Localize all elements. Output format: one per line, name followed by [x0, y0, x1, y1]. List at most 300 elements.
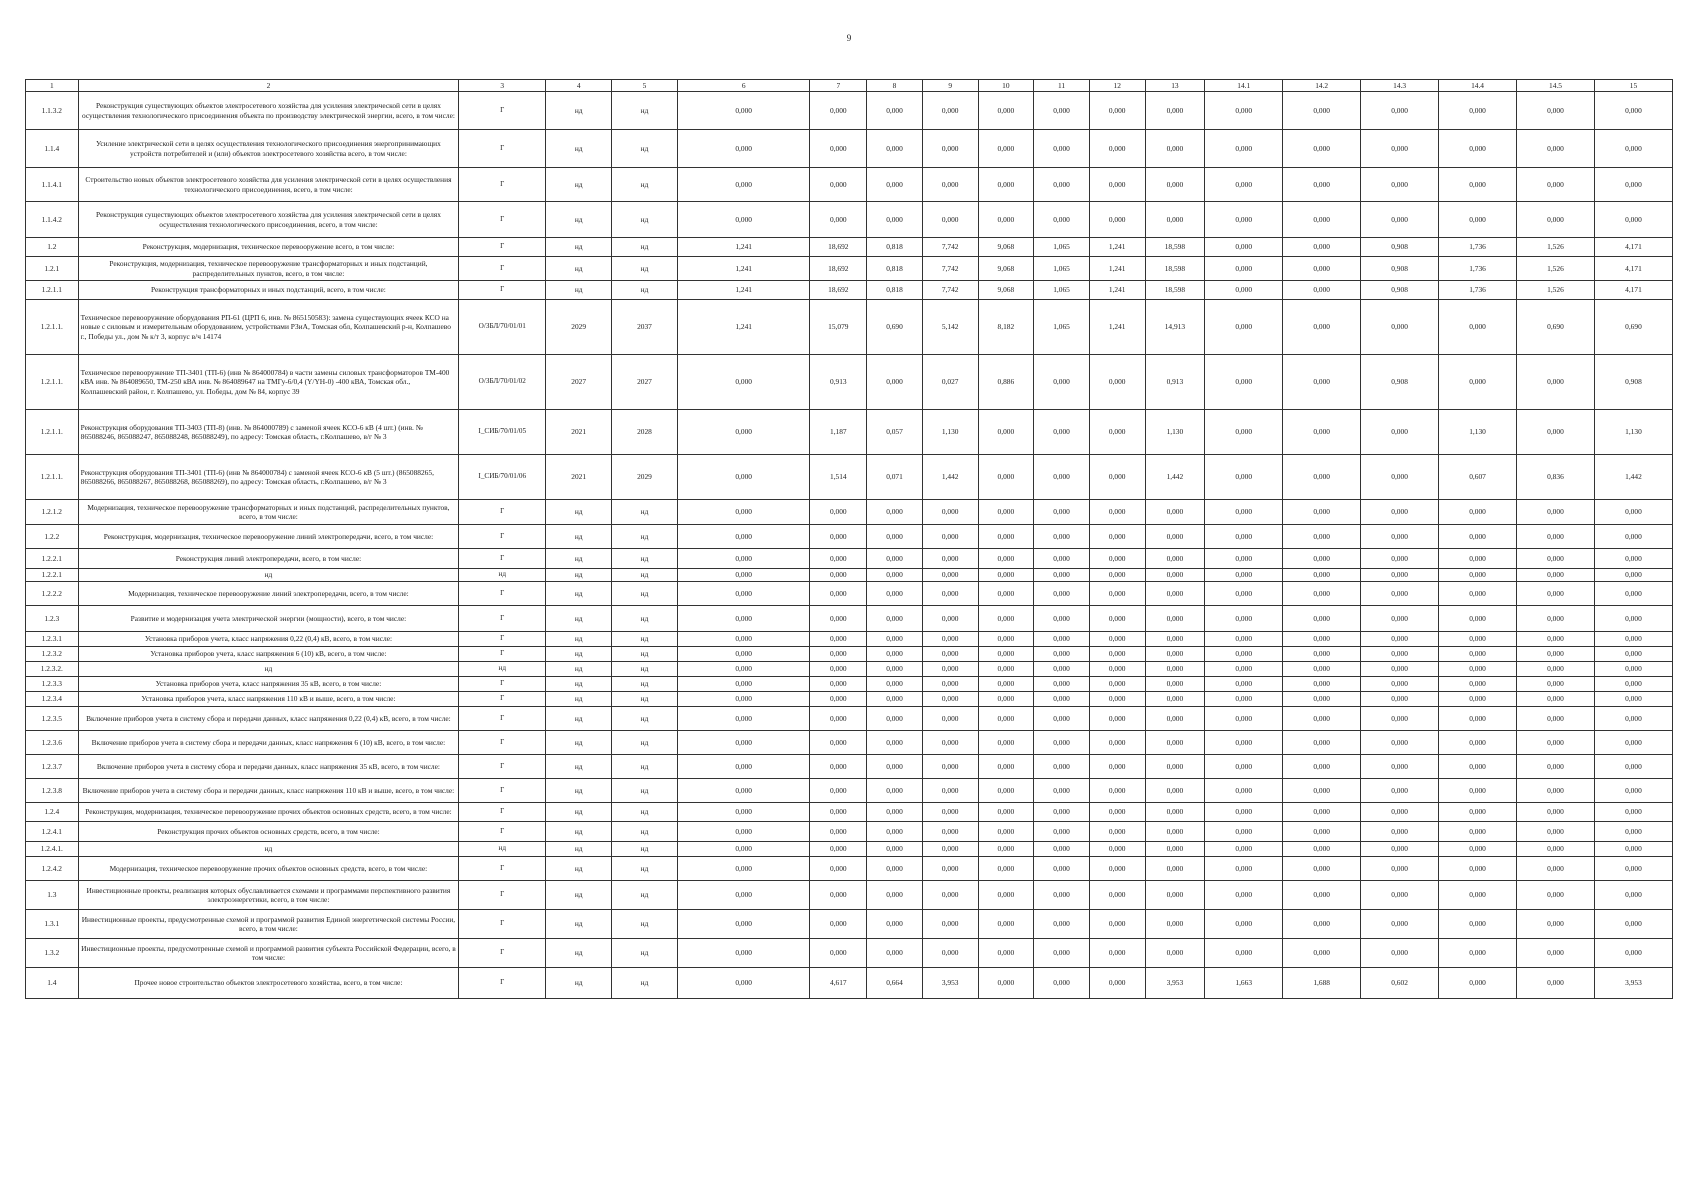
value-cell: 0,000: [1283, 549, 1361, 569]
value-cell: 0,000: [1594, 606, 1672, 632]
table-row: [26, 692, 1673, 707]
row-description: Установка приборов учета, класс напряжения 0,22 (0,4) кВ, всего, в том числе:: [78, 632, 459, 647]
year-cell: нд: [612, 779, 678, 803]
value-cell: 1,241: [677, 238, 810, 257]
value-cell: 0,690: [1517, 300, 1595, 355]
value-cell: 0,000: [1439, 755, 1517, 779]
row-description: Установка приборов учета, класс напряжения 6 (10) кВ, всего, в том числе:: [78, 647, 459, 662]
value-cell: 0,000: [1517, 707, 1595, 731]
value-cell: 0,000: [1439, 707, 1517, 731]
value-cell: 0,000: [1089, 647, 1145, 662]
value-cell: 0,000: [867, 632, 923, 647]
row-code: 1.2.3.8: [26, 779, 79, 803]
table-row: [26, 662, 1673, 677]
value-cell: 0,000: [1283, 910, 1361, 939]
table-row: [26, 238, 1673, 257]
value-cell: 1,241: [1089, 300, 1145, 355]
table-row: [26, 202, 1673, 238]
value-cell: 0,000: [677, 822, 810, 842]
row-description: Усиление электрической сети в целях осуществления технологического присоединения энергопринимающих устройств потребителей и (или) объектов электросетевого хозяйства всего, в том числе:: [78, 130, 459, 168]
value-cell: 1,241: [677, 257, 810, 281]
value-cell: 0,000: [978, 822, 1034, 842]
value-cell: 0,000: [1034, 822, 1090, 842]
value-cell: 0,000: [1034, 755, 1090, 779]
value-cell: 0,000: [1283, 842, 1361, 857]
value-cell: 0,000: [1145, 822, 1205, 842]
row-code: 1.3.2: [26, 939, 79, 968]
value-cell: 0,000: [922, 569, 978, 582]
value-cell: 0,000: [1283, 92, 1361, 130]
value-cell: 18,692: [810, 281, 867, 300]
value-cell: 0,000: [1439, 549, 1517, 569]
value-cell: 0,000: [1089, 92, 1145, 130]
value-cell: 18,692: [810, 257, 867, 281]
value-cell: 0,000: [1361, 606, 1439, 632]
row-description: Реконструкция оборудования ТП-3403 (ТП-8) (инв. № 864000789) с заменой ячеек КСО-6 кВ (4 шт.) (инв. № 865088246, 865088247, 865088248, 865088249), по адресу: Томская область, г.Колпашево, в/г № 3: [78, 410, 459, 455]
column-number: 11: [1034, 80, 1090, 92]
value-cell: 0,000: [810, 803, 867, 822]
table-row: [26, 968, 1673, 999]
table-row: [26, 881, 1673, 910]
value-cell: 0,000: [1145, 707, 1205, 731]
row-description: Инвестиционные проекты, реализация которых обуславливается схемами и программами перспективного развития электроэнергетики, всего, в том числе:: [78, 881, 459, 910]
project-id: Г: [459, 606, 546, 632]
value-cell: 0,000: [922, 92, 978, 130]
value-cell: 7,742: [922, 238, 978, 257]
value-cell: 0,000: [1145, 842, 1205, 857]
year-cell: нд: [546, 803, 612, 822]
value-cell: 0,000: [1283, 647, 1361, 662]
year-cell: нд: [612, 910, 678, 939]
value-cell: 0,000: [1517, 677, 1595, 692]
value-cell: 0,000: [978, 707, 1034, 731]
project-id: Г: [459, 202, 546, 238]
value-cell: 0,000: [1089, 731, 1145, 755]
value-cell: 1,526: [1517, 238, 1595, 257]
value-cell: 0,000: [810, 130, 867, 168]
value-cell: 0,000: [1034, 455, 1090, 500]
value-cell: 0,000: [1034, 355, 1090, 410]
value-cell: 0,000: [1594, 549, 1672, 569]
value-cell: 0,000: [1145, 647, 1205, 662]
value-cell: 0,690: [1594, 300, 1672, 355]
column-number: 14.1: [1205, 80, 1283, 92]
value-cell: 0,000: [1517, 755, 1595, 779]
value-cell: 0,000: [1517, 822, 1595, 842]
value-cell: 0,000: [1089, 569, 1145, 582]
year-cell: нд: [612, 662, 678, 677]
value-cell: 0,000: [677, 549, 810, 569]
row-description: Техническое перевооружение ТП-3401 (ТП-6) (инв № 864000784) в части замены силовых трансформаторов ТМ-400 кВА инв. № 864089650, ТМ-250 кВА инв. № 864089647 на ТМГу-6/0,4 (Y/YН-0) -400 кВА, Томская обл., Колпашевский район, г. Колпашево, ул. Победы, дом № 84, корпус 39: [78, 355, 459, 410]
value-cell: 0,000: [1283, 632, 1361, 647]
value-cell: 0,000: [1283, 606, 1361, 632]
value-cell: 0,000: [978, 910, 1034, 939]
value-cell: 0,000: [810, 92, 867, 130]
value-cell: 0,690: [867, 300, 923, 355]
column-number: 13: [1145, 80, 1205, 92]
value-cell: 0,000: [978, 92, 1034, 130]
value-cell: 15,079: [810, 300, 867, 355]
value-cell: 0,000: [978, 130, 1034, 168]
table-row: [26, 549, 1673, 569]
value-cell: 0,000: [1145, 779, 1205, 803]
year-cell: нд: [612, 822, 678, 842]
row-code: 1.2.2.1: [26, 569, 79, 582]
row-code: 1.2.4.1: [26, 822, 79, 842]
value-cell: 0,000: [922, 582, 978, 606]
value-cell: 0,000: [867, 707, 923, 731]
value-cell: 0,000: [810, 647, 867, 662]
value-cell: 0,000: [1517, 968, 1595, 999]
row-description: Реконструкция оборудования ТП-3401 (ТП-6) (инв № 864000784) с заменой ячеек КСО-6 кВ (5 шт.) (865088265, 865088266, 865088267, 865088268, 865088269), по адресу: Томская область, г.Колпашево, в/г № 3: [78, 455, 459, 500]
value-cell: 0,000: [1145, 939, 1205, 968]
value-cell: 0,000: [1517, 692, 1595, 707]
value-cell: 0,000: [1439, 632, 1517, 647]
year-cell: нд: [612, 881, 678, 910]
row-description: Установка приборов учета, класс напряжения 35 кВ, всего, в том числе:: [78, 677, 459, 692]
value-cell: 0,602: [1361, 968, 1439, 999]
investment-program-table: [25, 79, 1673, 999]
value-cell: 0,000: [1517, 662, 1595, 677]
table-row: [26, 300, 1673, 355]
value-cell: 0,000: [1145, 168, 1205, 202]
value-cell: 0,000: [1034, 779, 1090, 803]
value-cell: 0,000: [1034, 707, 1090, 731]
value-cell: 0,000: [1439, 677, 1517, 692]
value-cell: 0,000: [1089, 168, 1145, 202]
value-cell: 0,000: [1283, 707, 1361, 731]
value-cell: 0,000: [677, 92, 810, 130]
project-id: Г: [459, 968, 546, 999]
value-cell: 0,000: [1594, 692, 1672, 707]
value-cell: 0,027: [922, 355, 978, 410]
value-cell: 0,000: [677, 130, 810, 168]
column-number: 8: [867, 80, 923, 92]
value-cell: 0,000: [1361, 632, 1439, 647]
value-cell: 0,000: [1089, 525, 1145, 549]
year-cell: нд: [612, 803, 678, 822]
row-code: 1.1.3.2: [26, 92, 79, 130]
year-cell: нд: [546, 647, 612, 662]
row-description: Реконструкция прочих объектов основных средств, всего, в том числе:: [78, 822, 459, 842]
year-cell: нд: [546, 582, 612, 606]
value-cell: 0,000: [1205, 881, 1283, 910]
row-description: Реконструкция линий электропередачи, всего, в том числе:: [78, 549, 459, 569]
value-cell: 0,000: [1439, 130, 1517, 168]
table-row: [26, 355, 1673, 410]
value-cell: 9,068: [978, 257, 1034, 281]
value-cell: 1,526: [1517, 281, 1595, 300]
value-cell: 0,000: [867, 842, 923, 857]
value-cell: 0,000: [922, 842, 978, 857]
year-cell: нд: [546, 238, 612, 257]
value-cell: 0,000: [922, 662, 978, 677]
year-cell: нд: [546, 632, 612, 647]
value-cell: 0,000: [1205, 939, 1283, 968]
year-cell: 2029: [612, 455, 678, 500]
value-cell: 0,000: [1594, 525, 1672, 549]
value-cell: 0,000: [978, 968, 1034, 999]
value-cell: 0,000: [1034, 525, 1090, 549]
value-cell: 0,000: [1089, 881, 1145, 910]
value-cell: 0,000: [1361, 707, 1439, 731]
value-cell: 0,000: [1361, 881, 1439, 910]
table-row: [26, 606, 1673, 632]
value-cell: 0,000: [1439, 355, 1517, 410]
value-cell: 0,000: [1089, 857, 1145, 881]
value-cell: 0,000: [1145, 582, 1205, 606]
value-cell: 0,000: [1034, 647, 1090, 662]
table-row: [26, 842, 1673, 857]
value-cell: 0,818: [867, 257, 923, 281]
year-cell: нд: [546, 677, 612, 692]
row-code: 1.2.3.6: [26, 731, 79, 755]
year-cell: нд: [612, 939, 678, 968]
value-cell: 0,818: [867, 238, 923, 257]
row-description: Техническое перевооружение оборудования РП-61 (ЦРП 6, инв. № 865150583): замена существующих ячеек КСО на новые с силовым и измерительным оборудованием, устройствами РЗиА, Томская обл, Колпашевский р-н, Колпашево г., Победы ул., дом № к/т 3, корпус в/ч 14174: [78, 300, 459, 355]
value-cell: 0,000: [677, 500, 810, 525]
value-cell: 0,000: [1361, 300, 1439, 355]
value-cell: 0,000: [867, 355, 923, 410]
value-cell: 0,000: [810, 842, 867, 857]
value-cell: 4,171: [1594, 281, 1672, 300]
value-cell: 0,000: [1283, 755, 1361, 779]
column-number: 6: [677, 80, 810, 92]
value-cell: 0,836: [1517, 455, 1595, 500]
value-cell: 0,000: [1089, 582, 1145, 606]
year-cell: нд: [546, 842, 612, 857]
value-cell: 0,000: [1517, 803, 1595, 822]
value-cell: 0,000: [810, 549, 867, 569]
value-cell: 1,241: [677, 281, 810, 300]
value-cell: 0,000: [1517, 632, 1595, 647]
value-cell: 0,000: [978, 842, 1034, 857]
year-cell: нд: [612, 842, 678, 857]
row-description: Инвестиционные проекты, предусмотренные схемой и программой развития Единой энергетической системы России, всего, в том числе:: [78, 910, 459, 939]
project-id: Г: [459, 500, 546, 525]
value-cell: 0,000: [1439, 300, 1517, 355]
value-cell: 0,000: [1439, 647, 1517, 662]
project-id: I_СИБ/70/01/05: [459, 410, 546, 455]
value-cell: 0,000: [867, 549, 923, 569]
value-cell: 0,000: [810, 677, 867, 692]
year-cell: нд: [612, 500, 678, 525]
year-cell: нд: [546, 168, 612, 202]
value-cell: 0,000: [1034, 549, 1090, 569]
page-number: 9: [846, 33, 852, 43]
value-cell: 0,000: [978, 202, 1034, 238]
table-row: [26, 677, 1673, 692]
year-cell: нд: [546, 606, 612, 632]
row-description: Включение приборов учета в систему сбора и передачи данных, класс напряжения 35 кВ, всего, в том числе:: [78, 755, 459, 779]
value-cell: 0,000: [1283, 281, 1361, 300]
row-code: 1.2.2: [26, 525, 79, 549]
year-cell: нд: [546, 130, 612, 168]
year-cell: нд: [612, 202, 678, 238]
value-cell: 0,000: [922, 606, 978, 632]
value-cell: 0,000: [810, 692, 867, 707]
value-cell: 0,000: [1594, 202, 1672, 238]
column-number: 14.5: [1517, 80, 1595, 92]
year-cell: нд: [612, 632, 678, 647]
value-cell: 0,000: [922, 130, 978, 168]
value-cell: 0,000: [1034, 910, 1090, 939]
table-row: [26, 410, 1673, 455]
value-cell: 0,000: [810, 662, 867, 677]
year-cell: нд: [612, 755, 678, 779]
value-cell: 0,000: [1361, 168, 1439, 202]
value-cell: 0,000: [1034, 692, 1090, 707]
value-cell: 0,000: [1205, 410, 1283, 455]
value-cell: 0,000: [810, 707, 867, 731]
row-code: 1.3.1: [26, 910, 79, 939]
row-code: 1.2.1.1: [26, 281, 79, 300]
value-cell: 0,000: [1145, 92, 1205, 130]
row-description: Реконструкция, модернизация, техническое перевооружение прочих объектов основных средств, всего, в том числе:: [78, 803, 459, 822]
year-cell: нд: [546, 569, 612, 582]
value-cell: 0,000: [1439, 968, 1517, 999]
value-cell: 0,000: [1283, 662, 1361, 677]
value-cell: 0,000: [1517, 647, 1595, 662]
value-cell: 0,000: [1205, 692, 1283, 707]
row-code: 1.2.2.1: [26, 549, 79, 569]
value-cell: 0,000: [677, 582, 810, 606]
project-id: О/ЗБЛ/70/01/02: [459, 355, 546, 410]
value-cell: 1,065: [1034, 281, 1090, 300]
value-cell: 0,000: [922, 500, 978, 525]
value-cell: 0,000: [1594, 731, 1672, 755]
value-cell: 0,000: [1089, 822, 1145, 842]
year-cell: нд: [612, 168, 678, 202]
value-cell: 0,000: [1283, 803, 1361, 822]
value-cell: 0,000: [1205, 130, 1283, 168]
value-cell: 0,000: [978, 569, 1034, 582]
value-cell: 1,688: [1283, 968, 1361, 999]
value-cell: 0,000: [1361, 755, 1439, 779]
value-cell: 0,000: [867, 692, 923, 707]
value-cell: 0,000: [1517, 857, 1595, 881]
value-cell: 0,000: [978, 582, 1034, 606]
value-cell: 0,000: [677, 355, 810, 410]
year-cell: нд: [546, 731, 612, 755]
column-number: 4: [546, 80, 612, 92]
value-cell: 0,000: [922, 857, 978, 881]
value-cell: 0,000: [1594, 662, 1672, 677]
value-cell: 0,000: [677, 525, 810, 549]
year-cell: 2027: [546, 355, 612, 410]
value-cell: 0,664: [867, 968, 923, 999]
project-id: нд: [459, 662, 546, 677]
value-cell: 0,000: [1439, 779, 1517, 803]
value-cell: 0,000: [1439, 803, 1517, 822]
year-cell: нд: [612, 647, 678, 662]
value-cell: 1,663: [1205, 968, 1283, 999]
value-cell: 0,000: [978, 662, 1034, 677]
row-description: Строительство новых объектов электросетевого хозяйства для усиления электрической сети в целях осуществления технологического присоединения, всего, в том числе:: [78, 168, 459, 202]
value-cell: 0,000: [677, 410, 810, 455]
value-cell: 0,000: [867, 525, 923, 549]
value-cell: 0,000: [1034, 130, 1090, 168]
year-cell: нд: [546, 525, 612, 549]
value-cell: 1,241: [1089, 257, 1145, 281]
value-cell: 0,000: [978, 779, 1034, 803]
row-description: Реконструкция трансформаторных и иных подстанций, всего, в том числе:: [78, 281, 459, 300]
row-description: Включение приборов учета в систему сбора и передачи данных, класс напряжения 110 кВ и выше, всего, в том числе:: [78, 779, 459, 803]
value-cell: 0,000: [1089, 910, 1145, 939]
value-cell: 0,000: [1361, 731, 1439, 755]
row-description: Установка приборов учета, класс напряжения 110 кВ и выше, всего, в том числе:: [78, 692, 459, 707]
value-cell: 0,000: [978, 939, 1034, 968]
row-description: нд: [78, 569, 459, 582]
row-code: 1.2: [26, 238, 79, 257]
year-cell: нд: [612, 582, 678, 606]
value-cell: 0,000: [1089, 677, 1145, 692]
value-cell: 0,000: [1205, 606, 1283, 632]
project-id: Г: [459, 632, 546, 647]
value-cell: 0,000: [1439, 881, 1517, 910]
value-cell: 1,065: [1034, 300, 1090, 355]
value-cell: 0,000: [1145, 632, 1205, 647]
value-cell: 0,000: [978, 168, 1034, 202]
value-cell: 0,000: [1145, 549, 1205, 569]
value-cell: 0,000: [1439, 939, 1517, 968]
value-cell: 0,000: [978, 549, 1034, 569]
value-cell: 0,000: [1283, 202, 1361, 238]
year-cell: нд: [546, 257, 612, 281]
year-cell: нд: [612, 92, 678, 130]
value-cell: 1,130: [922, 410, 978, 455]
year-cell: нд: [612, 968, 678, 999]
value-cell: 0,000: [1439, 569, 1517, 582]
value-cell: 0,000: [810, 731, 867, 755]
project-id: Г: [459, 168, 546, 202]
value-cell: 0,000: [922, 632, 978, 647]
value-cell: 1,130: [1439, 410, 1517, 455]
value-cell: 0,908: [1361, 257, 1439, 281]
value-cell: 0,000: [978, 692, 1034, 707]
value-cell: 0,000: [1439, 822, 1517, 842]
value-cell: 1,130: [1145, 410, 1205, 455]
value-cell: 0,000: [1145, 755, 1205, 779]
value-cell: 0,000: [867, 582, 923, 606]
value-cell: 0,000: [810, 525, 867, 549]
value-cell: 0,000: [1594, 92, 1672, 130]
row-code: 1.2.1.1.: [26, 300, 79, 355]
value-cell: 0,000: [922, 779, 978, 803]
value-cell: 0,000: [1594, 857, 1672, 881]
value-cell: 0,000: [1089, 968, 1145, 999]
column-number: 14.2: [1283, 80, 1361, 92]
column-number: 2: [78, 80, 459, 92]
value-cell: 0,000: [1594, 500, 1672, 525]
value-cell: 18,598: [1145, 238, 1205, 257]
value-cell: 18,692: [810, 238, 867, 257]
table-row: [26, 92, 1673, 130]
value-cell: 0,000: [1205, 525, 1283, 549]
value-cell: 0,000: [1205, 281, 1283, 300]
value-cell: 0,000: [1283, 525, 1361, 549]
value-cell: 7,742: [922, 281, 978, 300]
year-cell: нд: [546, 755, 612, 779]
value-cell: 0,000: [867, 755, 923, 779]
value-cell: 0,000: [1145, 677, 1205, 692]
year-cell: нд: [546, 968, 612, 999]
value-cell: 0,000: [1594, 779, 1672, 803]
value-cell: 0,000: [677, 168, 810, 202]
value-cell: 0,000: [978, 606, 1034, 632]
value-cell: 0,000: [1517, 910, 1595, 939]
project-id: Г: [459, 281, 546, 300]
